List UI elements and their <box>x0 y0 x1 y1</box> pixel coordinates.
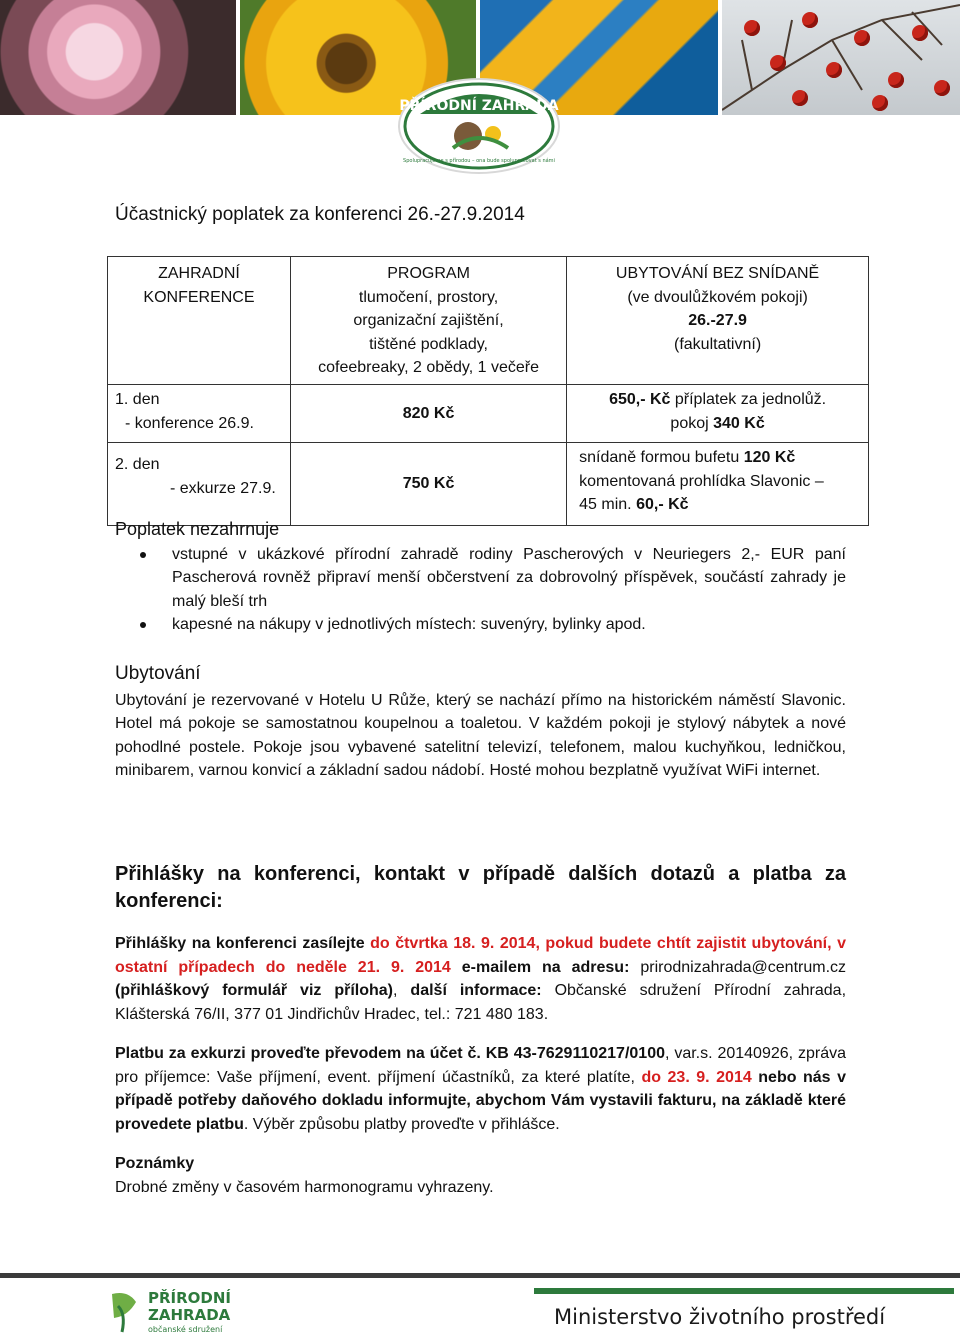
registration-deadline: do čtvrtka 18. 9. 2014, pokud budete chtít zajistit ubytování, v ostatní případech do neděle 21. 9. 2014 <box>115 935 846 976</box>
footer-divider <box>0 1273 960 1278</box>
payment-deadline: do 23. 9. 2014 <box>641 1068 752 1086</box>
prirodni-zahrada-footer-logo <box>108 1288 248 1336</box>
payment-details: , var.s. 20140926, zpráva pro příjemce: Vaše příjmení, event. příjmení účastníků, za které platíte, <box>115 1045 847 1086</box>
tour-duration: 45 min. <box>579 496 637 513</box>
header-cell-accommodation <box>567 257 869 385</box>
more-info-label: další informace: <box>410 982 542 999</box>
fee-excluded-section <box>115 518 846 637</box>
single-room-text: příplatek za jednolůž. <box>670 391 827 408</box>
col2-header-line: organizační zajištění, <box>353 312 504 329</box>
footer-logo-line1: PŘÍRODNÍ <box>148 1289 232 1307</box>
room-text: pokoj <box>670 414 714 432</box>
table-header-row <box>108 257 869 385</box>
list-item: kapesné na nákupy v jednotlivých místech: suvenýry, bylinky apod. <box>172 613 846 637</box>
day1-label-cell <box>108 385 291 443</box>
branches-illustration <box>722 0 960 115</box>
col2-header-line: cofeebreaky, 2 obědy, 1 večeře <box>318 359 539 376</box>
col3-header-title: UBYTOVÁNÍ BEZ SNÍDANĚ <box>615 265 820 282</box>
room-price: 340 Kč <box>713 414 765 432</box>
breakfast-text: snídaně formou bufetu <box>579 449 744 466</box>
tour-text: komentovaná prohlídka Slavonic – <box>579 472 824 490</box>
accommodation-section <box>115 662 846 783</box>
day1-sub: - konference 26.9. <box>125 414 254 432</box>
logo-motto: Spolupracujeme s přírodou – ona bude spolupracovat s námi <box>403 158 555 164</box>
ministry-bar <box>534 1288 954 1294</box>
header-cell-conference <box>108 257 291 385</box>
payment-account: Platbu za exkurzi proveďte převodem na účet č. KB 43-7629110217/0100 <box>115 1045 665 1062</box>
apple-tree-photo <box>722 0 960 115</box>
registration-email-lead: e-mailem na adresu: <box>450 958 630 976</box>
notes-heading: Poznámky <box>115 1155 195 1172</box>
day2-price: 750 Kč <box>402 475 455 492</box>
table-row-day1 <box>108 385 869 443</box>
page-title: Účastnický poplatek za konferenci 26.-27.9.2014 <box>115 204 525 225</box>
day1-label: 1. den <box>115 391 160 408</box>
registration-paragraph <box>115 932 846 1026</box>
breakfast-price: 120 Kč <box>743 449 796 466</box>
registration-lead: Přihlášky na konferenci zasílejte <box>115 935 371 952</box>
separator: , <box>393 982 411 999</box>
logo-name: PŘÍRODNÍ ZAHRADA <box>399 98 559 114</box>
col3-header-note: (fakultativní) <box>674 335 762 353</box>
col1-header-line: KONFERENCE <box>143 288 255 306</box>
invoice-note: nebo nás v případě potřeby daňového dokladu informujte, abychom Vám vystavili fakturu, na základě které provedete platbu <box>115 1068 846 1133</box>
col2-header-title: PROGRAM <box>387 265 470 282</box>
day2-extra-cell <box>567 443 869 526</box>
day2-sub: - exkurze 27.9. <box>170 479 276 497</box>
notes-section <box>115 1152 846 1199</box>
notes-text: Drobné změny v časovém harmonogramu vyhrazeny. <box>115 1178 494 1196</box>
fee-excluded-heading: Poplatek nezahrnuje <box>115 519 280 539</box>
day2-label-cell <box>108 443 291 526</box>
col2-header-line: tištěné podklady, <box>369 335 488 353</box>
col3-header-line: (ve dvoulůžkovém pokoji) <box>627 288 808 306</box>
contact-email-link[interactable]: prirodnizahrada@centrum.cz <box>640 958 847 976</box>
tour-price: 60,- Kč <box>636 496 689 513</box>
fee-excluded-list <box>115 543 846 637</box>
payment-method-note: . Výběr způsobu platby proveďte v přihlášce. <box>243 1115 560 1133</box>
single-room-surcharge: 650,- Kč <box>609 391 671 408</box>
registration-heading: Přihlášky na konferenci, kontakt v případě dalších dotazů a platba za konferenci: <box>115 863 846 912</box>
accommodation-heading: Ubytování <box>115 663 201 684</box>
prirodni-zahrada-badge-logo <box>398 78 560 174</box>
day2-label: 2. den <box>115 456 160 473</box>
registration-form-note: (přihláškový formulář viz příloha) <box>115 982 394 999</box>
day2-price-cell <box>290 443 566 526</box>
col2-header-line: tlumočení, prostory, <box>358 288 499 306</box>
day1-price: 820 Kč <box>402 404 455 422</box>
blossom-photo <box>0 0 236 115</box>
registration-section <box>115 861 846 1136</box>
footer-logo-line3: občanské sdružení <box>148 1325 223 1334</box>
list-item: vstupné v ukázkové přírodní zahradě rodiny Pascherových v Neuriegers 2,- EUR paní Pascherová rovněž připraví menší občerstvení za dobrovolný příspěvek, součástí zahrady je malý bleší trh <box>172 543 846 614</box>
accommodation-text: Ubytování je rezervované v Hotelu U Růže, který se nachází přímo na historickém náměstí Slavonic. Hotel má pokoje se samostatnou koupelnou a toaletou. V každém pokoji je stylový nábytek a nové pohodlné postele. Pokoje jsou vybavené satelitní televizí, telefonem, malou kuchyňkou, ledničkou, minibarem, varnou konvicí a základní sadou nádobí. Hosté mohou bezplatně využívat WiFi internet. <box>115 691 846 779</box>
ministry-name: Ministerstvo životního prostředí <box>554 1305 886 1329</box>
day1-extra-cell <box>567 385 869 443</box>
header-cell-program <box>290 257 566 385</box>
table-row-day2 <box>108 443 869 526</box>
col1-header-line: ZAHRADNÍ <box>158 265 240 282</box>
fee-table <box>107 256 869 526</box>
footer-logo-line2: ZAHRADA <box>148 1306 231 1324</box>
day1-price-cell <box>290 385 566 443</box>
ministry-logo <box>534 1288 956 1336</box>
col3-header-dates: 26.-27.9 <box>688 312 747 329</box>
payment-paragraph <box>115 1042 846 1136</box>
contact-address: Občanské sdružení Přírodní zahrada, Klášterská 76/II, 377 01 Jindřichův Hradec, tel.: 721 480 183. <box>115 982 847 1023</box>
